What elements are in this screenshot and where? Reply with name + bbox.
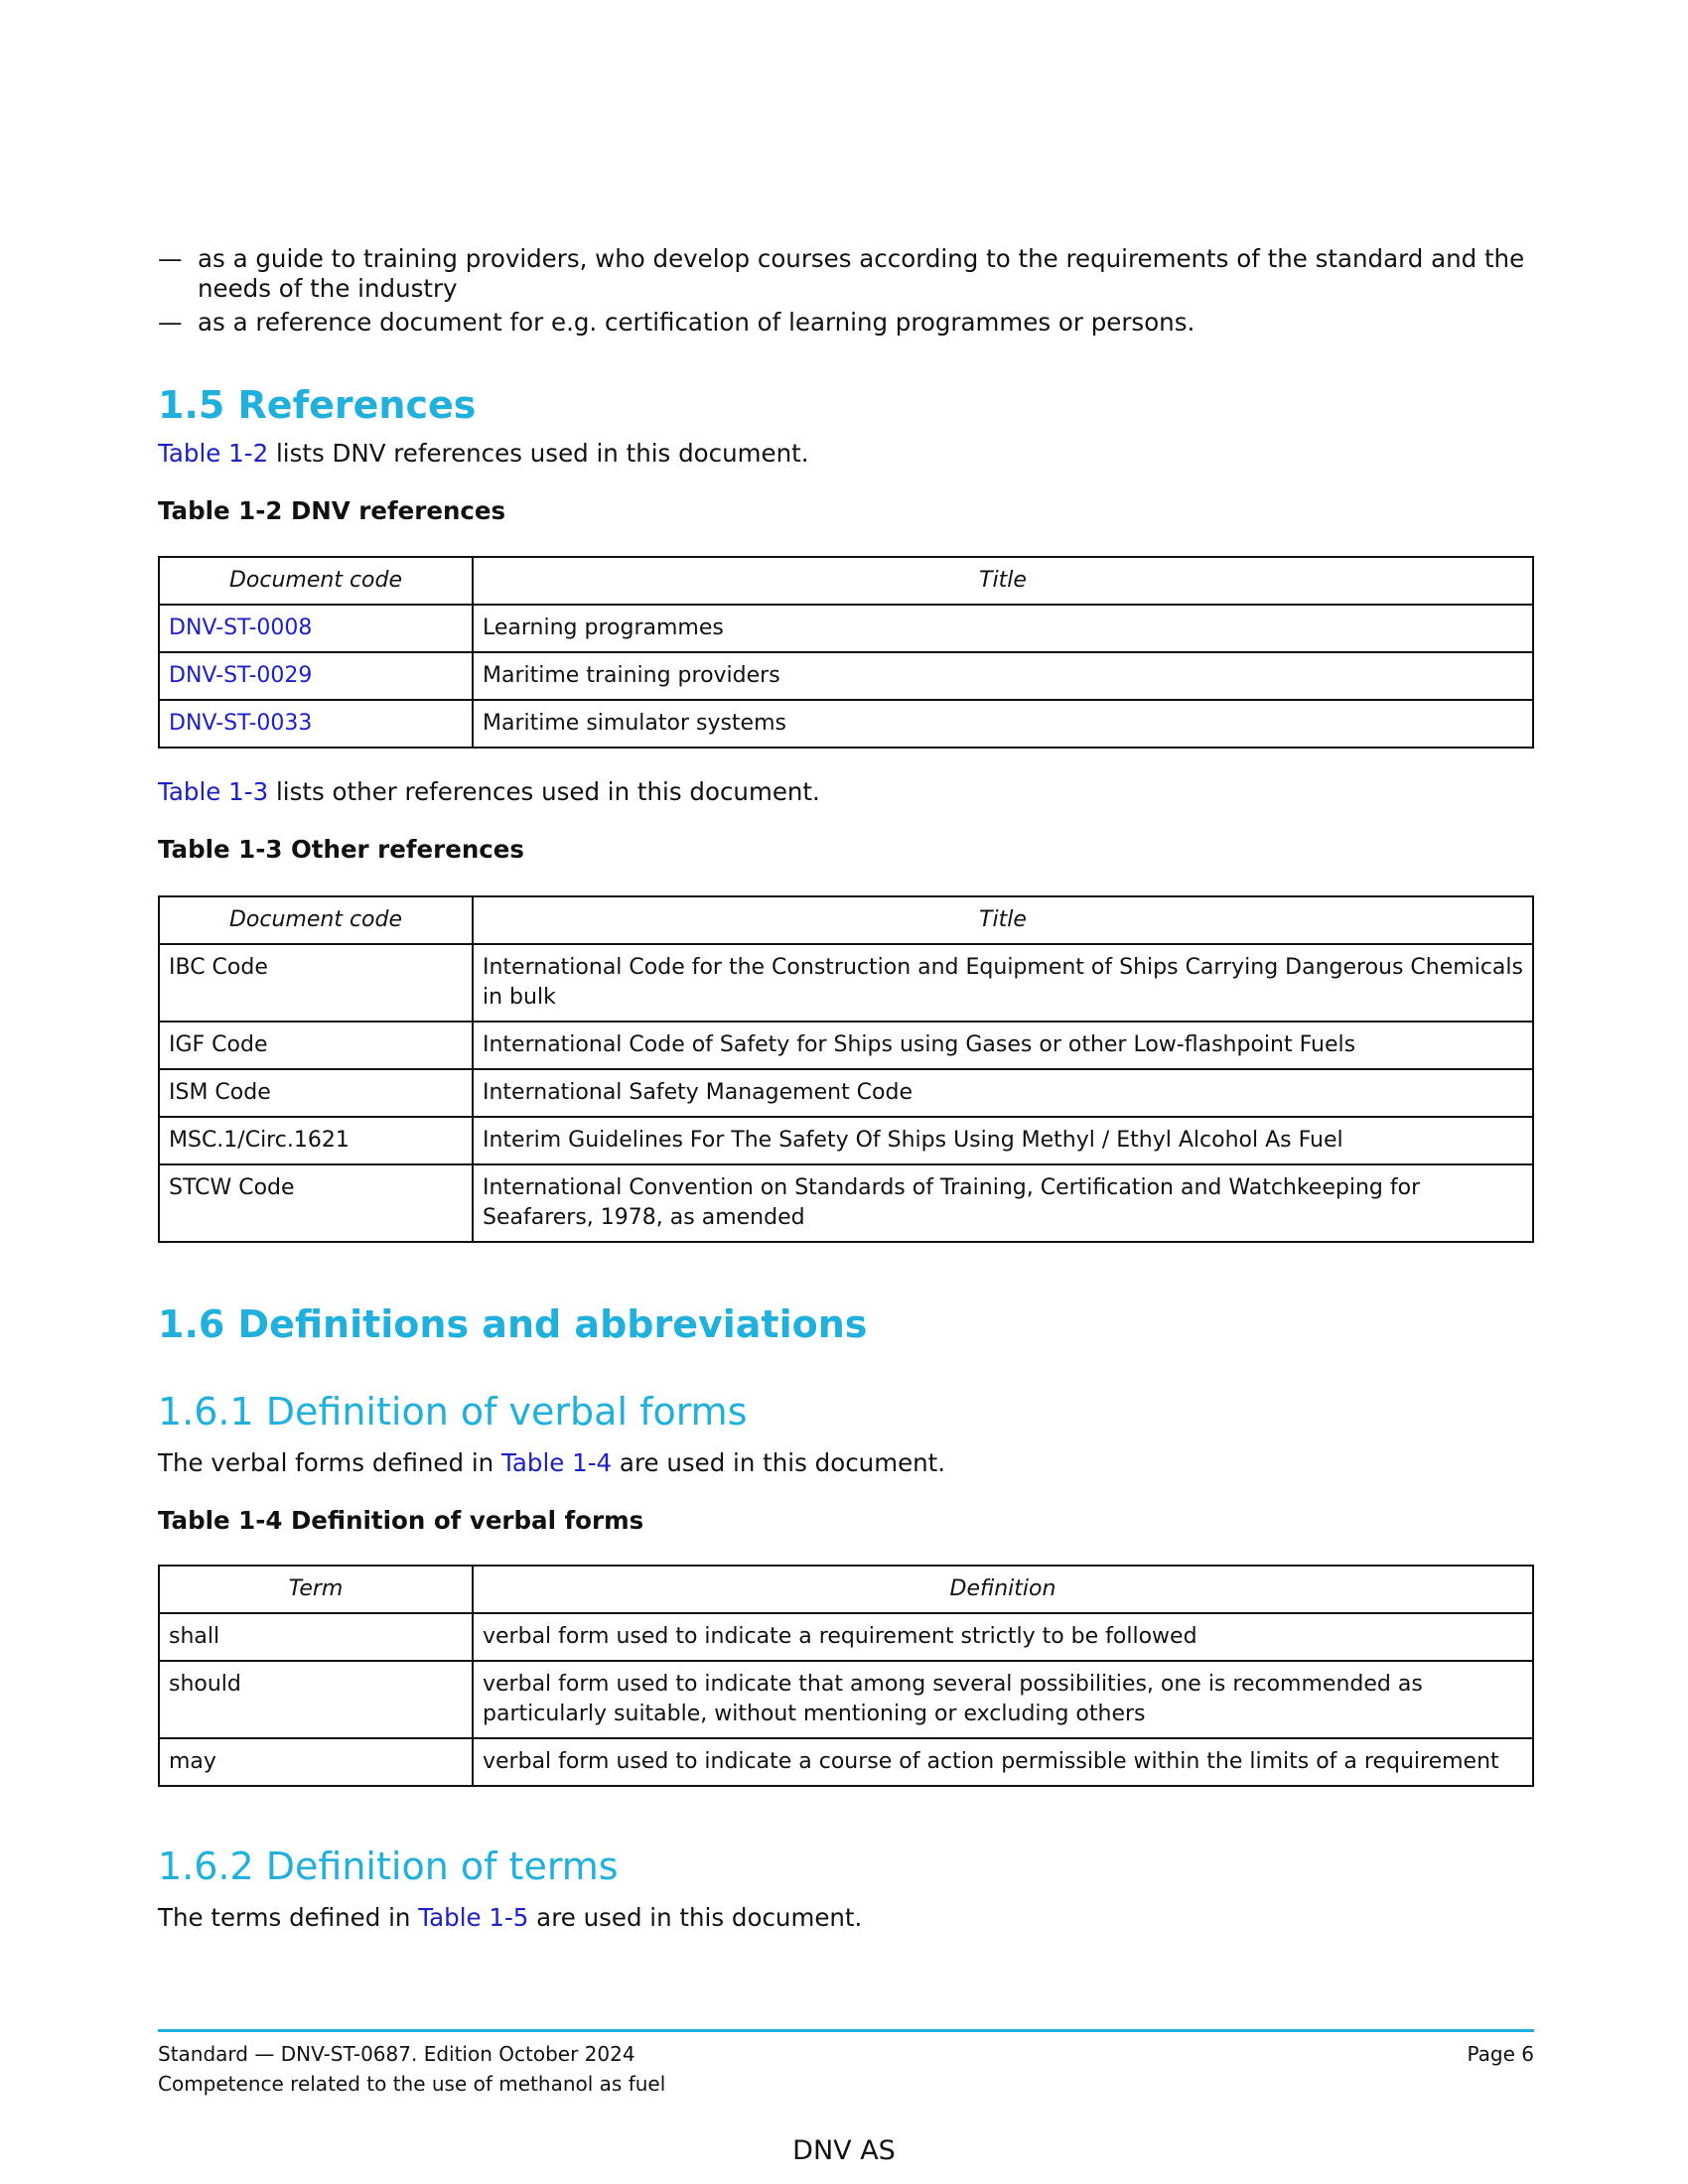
table-row <box>159 1738 1533 1786</box>
document-title: International Safety Management Code <box>473 1069 1533 1117</box>
terms-intro <box>158 1903 862 1933</box>
other-references-table <box>158 895 1534 1243</box>
verbal-forms-table <box>158 1565 1534 1787</box>
table-header-row <box>159 557 1533 605</box>
document-title: International Convention on Standards of Training, Certification and Watchkeeping for Seafarers, 1978, as amended <box>473 1164 1533 1242</box>
table-row <box>159 652 1533 700</box>
bullet-marker: — <box>158 244 183 273</box>
list-item <box>158 308 1532 338</box>
column-header: Document code <box>159 896 473 944</box>
terms-intro-text-end: are used in this document. <box>528 1903 863 1932</box>
table-row <box>159 944 1533 1022</box>
column-header: Document code <box>159 557 473 605</box>
bullet-text: as a reference document for e.g. certification of learning programmes or persons. <box>198 308 1196 337</box>
publisher: DNV AS <box>792 2135 896 2166</box>
table-row <box>159 1661 1533 1738</box>
document-code: STCW Code <box>159 1164 473 1242</box>
document-code: ISM Code <box>159 1069 473 1117</box>
references-intro-text: lists DNV references used in this document. <box>268 439 809 468</box>
document-code-link[interactable]: DNV-ST-0008 <box>159 605 473 652</box>
document-title: Interim Guidelines For The Safety Of Ships Using Methyl / Ethyl Alcohol As Fuel <box>473 1117 1533 1164</box>
bullet-text: as a guide to training providers, who develop courses according to the requirements of the standard and the needs of the industry <box>198 244 1525 303</box>
page-number: Page 6 <box>1467 2042 1534 2066</box>
table-row <box>159 700 1533 748</box>
list-item <box>158 244 1532 304</box>
column-header: Title <box>473 557 1533 605</box>
document-code: MSC.1/Circ.1621 <box>159 1117 473 1164</box>
subsection-heading-verbal-forms: 1.6.1 Definition of verbal forms <box>158 1390 748 1433</box>
document-title: Maritime training providers <box>473 652 1533 700</box>
footer-standard-line: Standard — DNV-ST-0687. Edition October 2024 <box>158 2042 635 2066</box>
table-1-2-link[interactable]: Table 1-2 <box>158 439 269 468</box>
definition: verbal form used to indicate a course of action permissible within the limits of a requirement <box>473 1738 1533 1786</box>
table-1-3-link[interactable]: Table 1-3 <box>158 777 269 806</box>
column-header: Title <box>473 896 1533 944</box>
table-row <box>159 1164 1533 1242</box>
table-1-3-caption: Table 1-3 Other references <box>158 835 525 864</box>
dnv-references-table <box>158 556 1534 749</box>
document-title: International Code for the Construction and Equipment of Ships Carrying Dangerous Chemicals in bulk <box>473 944 1533 1022</box>
table-row <box>159 1022 1533 1069</box>
table-row <box>159 1613 1533 1661</box>
table-header-row <box>159 1566 1533 1613</box>
table-row <box>159 1117 1533 1164</box>
definition: verbal form used to indicate that among several possibilities, one is recommended as particularly suitable, without mentioning or excluding others <box>473 1661 1533 1738</box>
section-heading-references: 1.5 References <box>158 383 477 427</box>
footer-subtitle-line: Competence related to the use of methanol as fuel <box>158 2072 666 2096</box>
footer-info <box>158 2039 665 2099</box>
table-row <box>159 1069 1533 1117</box>
document-code: IBC Code <box>159 944 473 1022</box>
verbal-forms-intro-text-end: are used in this document. <box>612 1448 946 1477</box>
terms-intro-text: The terms defined in <box>158 1903 419 1932</box>
subsection-heading-terms: 1.6.2 Definition of terms <box>158 1844 619 1888</box>
table-1-4-link[interactable]: Table 1-4 <box>500 1448 613 1477</box>
document-code-link[interactable]: DNV-ST-0033 <box>159 700 473 748</box>
table-header-row <box>159 896 1533 944</box>
table-1-4-caption: Table 1-4 Definition of verbal forms <box>158 1506 644 1535</box>
definition: verbal form used to indicate a requirement strictly to be followed <box>473 1613 1533 1661</box>
other-references-intro <box>158 777 820 807</box>
table-1-2-caption: Table 1-2 DNV references <box>158 496 506 525</box>
footer-divider <box>158 2029 1534 2032</box>
table-row <box>159 605 1533 652</box>
section-heading-definitions: 1.6 Definitions and abbreviations <box>158 1302 868 1346</box>
document-title: Maritime simulator systems <box>473 700 1533 748</box>
bullet-list <box>158 244 1532 341</box>
bullet-marker: — <box>158 308 183 337</box>
term: shall <box>159 1613 473 1661</box>
document-code-link[interactable]: DNV-ST-0029 <box>159 652 473 700</box>
column-header: Definition <box>473 1566 1533 1613</box>
document-code: IGF Code <box>159 1022 473 1069</box>
document-title: Learning programmes <box>473 605 1533 652</box>
term: may <box>159 1738 473 1786</box>
column-header: Term <box>159 1566 473 1613</box>
references-intro <box>158 439 809 469</box>
table-1-5-link[interactable]: Table 1-5 <box>418 1903 529 1932</box>
term: should <box>159 1661 473 1738</box>
verbal-forms-intro-text: The verbal forms defined in <box>158 1448 501 1477</box>
other-references-intro-text: lists other references used in this document. <box>268 777 820 806</box>
document-title: International Code of Safety for Ships using Gases or other Low-flashpoint Fuels <box>473 1022 1533 1069</box>
verbal-forms-intro <box>158 1448 945 1478</box>
